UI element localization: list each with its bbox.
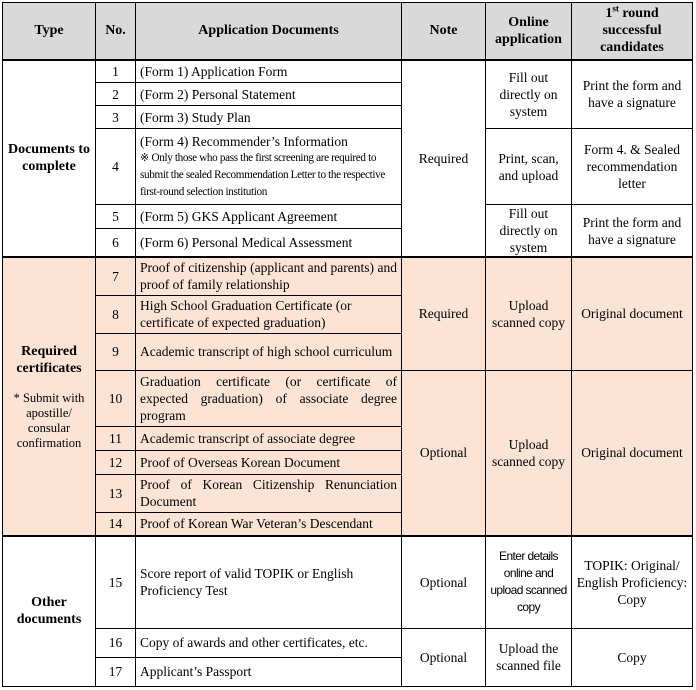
category-other-documents: Other documents [3,536,96,686]
row-document: Copy of awards and other certificates, etc. [136,628,402,657]
note-optional: Optional [402,370,486,536]
online-print-scan: Print, scan, and upload [486,129,572,205]
note-required: Required [402,257,486,370]
online-upload-file: Upload the scanned file [486,628,572,686]
first-round-form4: Form 4. & Sealed recommendation letter [572,129,693,205]
row-no: 9 [96,333,136,370]
row-document: Academic transcript of associate degree [136,426,402,450]
row-document: Proof of Korean War Veteran’s Descendant [136,512,402,536]
row-no: 3 [96,106,136,129]
row-no: 10 [96,370,136,426]
row-no: 8 [96,295,136,333]
row-document: Proof of Overseas Korean Document [136,450,402,474]
online-fill-out: Fill out directly on system [486,60,572,129]
row-no: 14 [96,512,136,536]
row-document: Score report of valid TOPIK or English Proficiency Test [136,536,402,628]
row-no: 2 [96,83,136,106]
row-document: (Form 3) Study Plan [136,106,402,129]
first-round-print: Print the form and have a signature [572,60,693,129]
header-type: Type [3,3,96,60]
row-document: (Form 1) Application Form [136,60,402,83]
row-document: (Form 2) Personal Statement [136,83,402,106]
row-document: (Form 6) Personal Medical Assessment [136,228,402,257]
form4-screening-note: ※ Only those who pass the first screening are required to submit the sealed Recommendation Letter to the respective first-round selection institution [140,151,386,198]
table-row [3,628,693,657]
note-optional: Optional [402,628,486,686]
first-round-copy: Copy [572,628,693,686]
category-label: Required certificates [16,343,82,376]
row-document: Graduation certificate (or certificate of expected graduation) of associate degree program [136,370,402,426]
row-no: 13 [96,474,136,512]
row-no: 15 [96,536,136,628]
row-no: 1 [96,60,136,83]
table-row [3,205,693,229]
header-note: Note [402,3,486,60]
category-documents-to-complete: Documents to complete [3,60,96,258]
note-required: Required [402,60,486,258]
first-round-original: Original document [572,370,693,536]
first-round-print: Print the form and have a signature [572,205,693,258]
row-no: 11 [96,426,136,450]
header-documents: Application Documents [136,3,402,60]
apostille-note: * Submit with apostille/ consular confirmation [13,390,85,450]
online-upload: Upload scanned copy [486,257,572,370]
row-no: 7 [96,257,136,295]
header-first-round-pre: 1 [605,6,613,22]
row-document-form4 [136,129,402,205]
row-document: High School Graduation Certificate (or certificate of expected graduation) [136,295,402,333]
online-fill-out: Fill out directly on system [486,205,572,258]
table-row [3,370,693,426]
row-document: Proof of Korean Citizenship Renunciation Document [136,474,402,512]
online-enter-details: Enter details online and upload scanned copy [486,536,572,628]
row-document: (Form 5) GKS Applicant Agreement [136,205,402,229]
header-first-round [572,3,693,60]
row-document: Proof of citizenship (applicant and parents) and proof of family relationship [136,257,402,295]
header-first-round-post: round successful candidates [600,6,664,56]
row-document: Academic transcript of high school curriculum [136,333,402,370]
note-optional: Optional [402,536,486,628]
table-row [3,60,693,83]
category-required-certificates [3,257,96,536]
row-no: 16 [96,628,136,657]
row-no: 6 [96,228,136,257]
header-no: No. [96,3,136,60]
header-online: Online application [486,3,572,60]
application-documents-table [2,2,693,687]
header-first-round-sup: st [612,3,619,14]
row-no: 4 [96,129,136,205]
row-no: 12 [96,450,136,474]
first-round-original: Original document [572,257,693,370]
header-row [3,3,693,60]
table-row [3,536,693,628]
row-no: 17 [96,657,136,686]
table-row [3,129,693,205]
table-row [3,257,693,295]
online-upload: Upload scanned copy [486,370,572,536]
row-document: (Form 4) Recommender’s Information [140,133,348,149]
first-round-topik: TOPIK: Original/ English Proficiency: Copy [572,536,693,628]
row-document: Applicant’s Passport [136,657,402,686]
row-no: 5 [96,205,136,229]
